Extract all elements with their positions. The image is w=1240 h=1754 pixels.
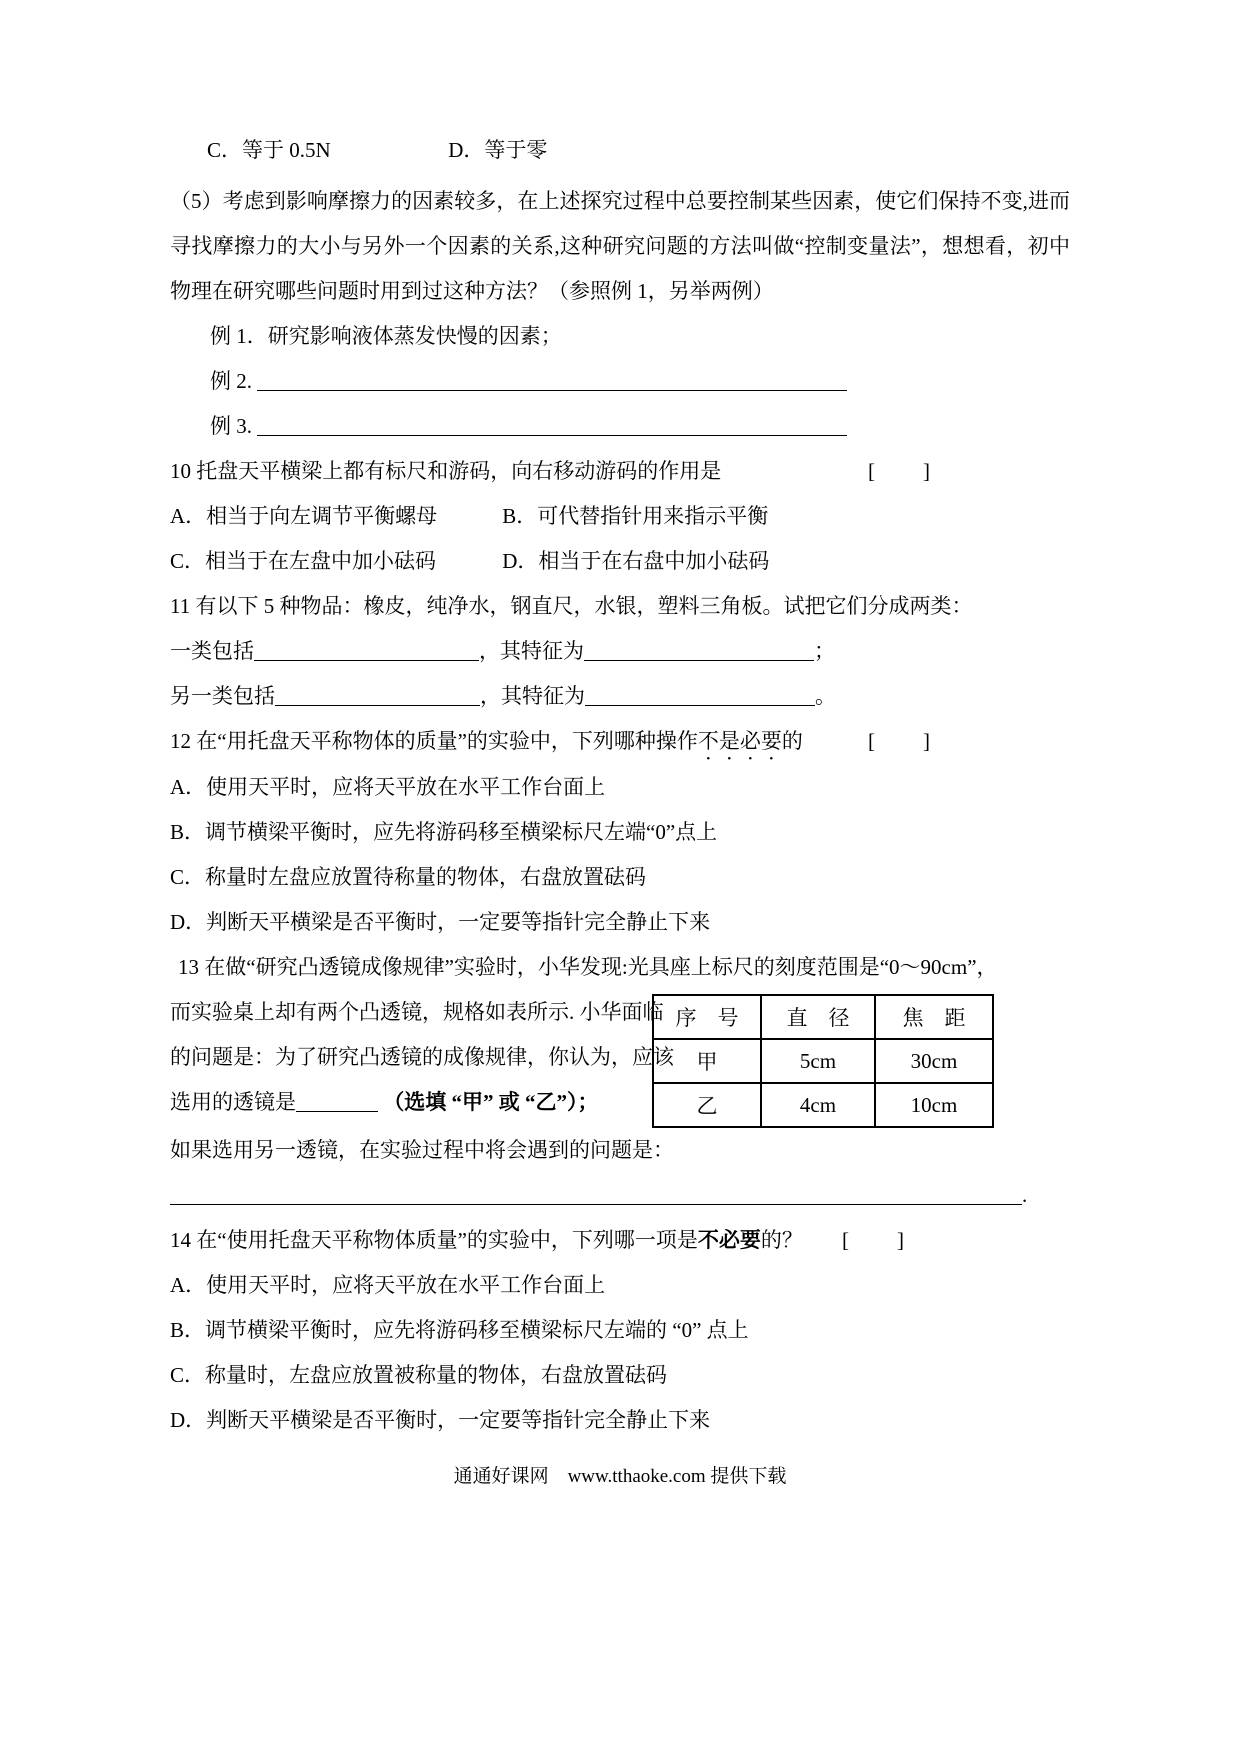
q10-stem-text: 10 托盘天平横梁上都有标尺和游码，向右移动游码的作用是 <box>170 459 722 483</box>
lens-cell: 30cm <box>875 1039 993 1083</box>
question-5-text: （5）考虑到影响摩擦力的因素较多，在上述探究过程中总要控制某些因素，使它们保持不变,进而寻找摩擦力的大小与另外一个因素的关系,这种研究问题的方法叫做“控制变量法”，想想看，初中物理在研究哪些问题时用到过这种方法？（参照例 1，另举两例） <box>170 189 1070 303</box>
q12-option-c: C．称量时左盘应放置待称量的物体，右盘放置砝码 <box>170 865 647 889</box>
question-13-answer-line <box>170 1173 1070 1218</box>
question-10-stem <box>170 449 1070 494</box>
blank-example-2 <box>257 369 847 391</box>
question-12-stem <box>170 719 1070 765</box>
q11-l1-label-b: ，其特征为 <box>479 639 584 663</box>
blank-q11-1b <box>584 639 814 661</box>
q11-l2-label-b: ，其特征为 <box>480 684 585 708</box>
q13-line4-choice: （选填 “甲” 或 “乙”）； <box>383 1090 599 1114</box>
lens-cell: 乙 <box>653 1083 761 1127</box>
question-13-body <box>170 990 1070 1218</box>
question-13-line-5: 如果选用另一透镜，在实验过程中将会遇到的问题是： <box>170 1138 674 1162</box>
lens-th-serial: 序 号 <box>653 995 761 1039</box>
q10-answer-bracket: [ ] <box>868 459 932 483</box>
example-3 <box>170 404 1070 449</box>
q14-option-c: C．称量时，左盘应放置被称量的物体，右盘放置砝码 <box>170 1363 668 1387</box>
lens-th-diameter: 直 径 <box>761 995 875 1039</box>
blank-q13-problem <box>170 1183 1022 1205</box>
q14-option-a: A．使用天平时，应将天平放在水平工作台面上 <box>170 1273 606 1297</box>
q10-option-c: C．相当于在左盘中加小砝码 <box>170 549 437 573</box>
option-row-cd <box>170 128 1070 173</box>
example-3-label: 例 3. <box>210 414 258 438</box>
q13-line6-period: . <box>1022 1183 1028 1207</box>
blank-q11-2b <box>585 684 815 706</box>
option-c: C．等于 0.5N <box>207 138 331 162</box>
q11-fill-line-2 <box>170 674 1070 719</box>
q13-line4-pre: 选用的透镜是 <box>170 1090 296 1114</box>
q11-l2-end: 。 <box>815 684 836 708</box>
lens-cell: 甲 <box>653 1039 761 1083</box>
q14-option-b: B．调节横梁平衡时，应先将游码移至横梁标尺左端的 “0” 点上 <box>170 1318 749 1342</box>
blank-q11-2a <box>275 684 480 706</box>
q11-fill-line-1 <box>170 629 1070 674</box>
blank-q11-1a <box>254 639 479 661</box>
q12-option-a: A．使用天平时，应将天平放在水平工作台面上 <box>170 775 606 799</box>
lens-cell: 10cm <box>875 1083 993 1127</box>
question-13-line-4 <box>170 1080 1070 1125</box>
q12-stem-post: 的 <box>781 729 803 753</box>
lens-cell: 5cm <box>761 1039 875 1083</box>
q14-stem-pre: 14 在“使用托盘天平称物体质量”的实验中，下列哪一项是 <box>170 1228 698 1252</box>
blank-example-3 <box>257 414 847 436</box>
q10-option-b: B．可代替指针用来指示平衡 <box>502 504 769 528</box>
example-2 <box>170 359 1070 404</box>
question-13-line-3: 的问题是：为了研究凸透镜的成像规律，你认为，应该 <box>170 1045 674 1069</box>
question-13-line-1: 13 在做“研究凸透镜成像规律”实验时，小华发现:光具座上标尺的刻度范围是“0～90cm”， <box>178 955 998 979</box>
q14-option-d: D．判断天平横梁是否平衡时，一定要等指针完全静止下来 <box>170 1408 711 1432</box>
q11-l2-label-a: 另一类包括 <box>170 684 275 708</box>
example-1: 例 1．研究影响液体蒸发快慢的因素； <box>210 324 562 348</box>
q11-l1-end: ； <box>814 639 835 663</box>
q14-stem-bold: 不必要 <box>697 1228 761 1252</box>
q12-option-b: B．调节横梁平衡时，应先将游码移至横梁标尺左端“0”点上 <box>170 820 718 844</box>
q14-answer-bracket: [ ] <box>842 1228 906 1252</box>
blank-q13-lens <box>296 1090 378 1112</box>
question-14-stem <box>170 1218 1070 1263</box>
lens-th-focal: 焦 距 <box>875 995 993 1039</box>
question-11-stem: 11 有以下 5 种物品：橡皮，纯净水，钢直尺，水银，塑料三角板。试把它们分成两类： <box>170 594 973 618</box>
q10-options-cd <box>170 539 1070 584</box>
q10-options-ab <box>170 494 1070 539</box>
q10-option-d: D．相当于在右盘中加小砝码 <box>502 549 770 573</box>
q11-l1-label-a: 一类包括 <box>170 639 254 663</box>
example-2-label: 例 2. <box>210 369 258 393</box>
q12-stem-emphasis: 不是必要 <box>697 729 782 753</box>
question-13-line-2: 而实验桌上却有两个凸透镜，规格如表所示. 小华面临 <box>170 1000 664 1024</box>
q12-answer-bracket: [ ] <box>868 729 932 753</box>
q12-option-d: D．判断天平横梁是否平衡时，一定要等指针完全静止下来 <box>170 910 711 934</box>
q12-stem-pre: 12 在“用托盘天平称物体的质量”的实验中，下列哪种操作 <box>170 729 698 753</box>
option-d: D．等于零 <box>448 138 548 162</box>
q10-option-a: A．相当于向左调节平衡螺母 <box>170 504 438 528</box>
footer-text: 通通好课网 www.tthaoke.com 提供下载 <box>453 1466 787 1487</box>
lens-cell: 4cm <box>761 1083 875 1127</box>
q14-stem-post: 的？ <box>760 1228 803 1252</box>
